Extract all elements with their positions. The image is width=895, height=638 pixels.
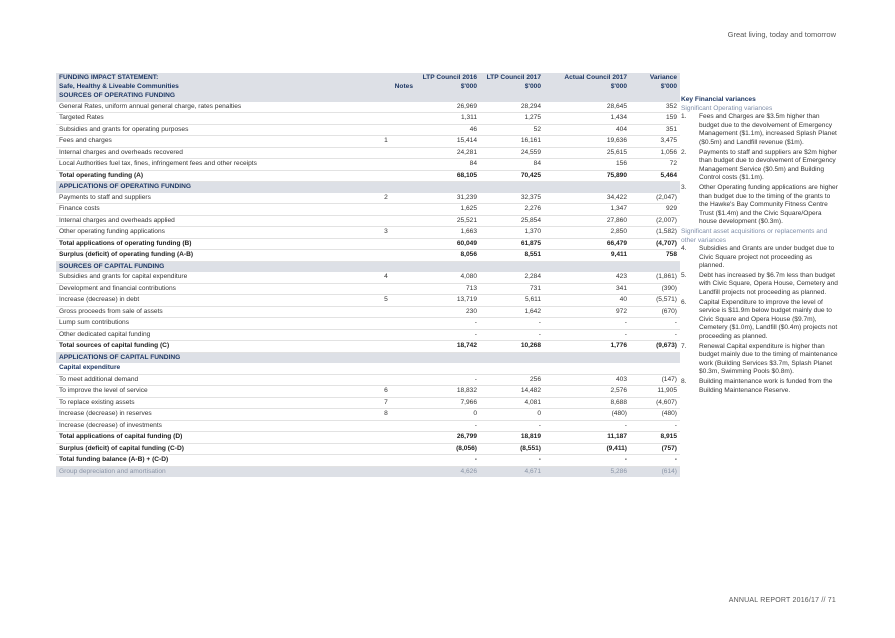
row-notes: 4 [356,272,416,283]
row-notes: 1 [356,136,416,148]
row-label: To meet additional demand [56,374,356,386]
cell-ltp2016: 0 [416,409,480,421]
variance-note-number: 1. [681,113,687,121]
cell-ltp2017: 8,551 [480,250,544,262]
cell-ltp2017: 1,275 [480,113,544,125]
table-row [56,113,680,125]
row-notes [356,352,416,363]
row-notes: 6 [356,386,416,398]
row-notes [356,147,416,159]
cell-variance: (1,582) [630,227,680,239]
cell-ltp2017: 52 [480,124,544,136]
cell-actual2017: 2,576 [544,386,630,398]
cell-variance: (9,673) [630,341,680,353]
table-row [56,295,680,307]
row-label: Subsidies and grants for operating purposes [56,124,356,136]
row-label: Targeted Rates [56,113,356,125]
section-header-row [56,91,680,102]
cell-ltp2017: 256 [480,374,544,386]
operating-variances-heading: Significant Operating variances [681,104,773,112]
total-row [56,455,680,467]
row-notes [356,466,416,477]
variance-note-number: 4. [681,245,687,253]
row-label: Total funding balance (A-B) + (C-D) [56,455,356,467]
row-label: Development and financial contributions [56,283,356,295]
cell-variance: 72 [630,159,680,171]
cell-actual2017: 1,434 [544,113,630,125]
cell-variance [630,352,680,363]
table-row [56,466,680,477]
total-row [56,250,680,262]
cell-actual2017: 40 [544,295,630,307]
cell-actual2017: 11,187 [544,432,630,444]
cell-ltp2016: 1,663 [416,227,480,239]
cell-actual2017: (9,411) [544,443,630,455]
cell-ltp2016: 8,056 [416,250,480,262]
row-notes [356,306,416,318]
table-row [56,215,680,227]
cell-ltp2017: 4,671 [480,466,544,477]
cell-ltp2016 [416,91,480,102]
cell-ltp2017: - [480,455,544,467]
cell-actual2017: 1,776 [544,341,630,353]
variance-note-number: 5. [681,271,687,279]
statement-subtitle: Safe, Healthy & Liveable Communities [56,82,356,91]
table-row [56,124,680,136]
table-row [56,136,680,148]
cell-ltp2017: 10,268 [480,341,544,353]
variance-note-number: 7. [681,342,687,350]
row-notes: 7 [356,397,416,409]
statement-title: FUNDING IMPACT STATEMENT: [56,73,356,82]
row-label: SOURCES OF CAPITAL FUNDING [56,261,356,272]
variance-note [681,184,838,227]
row-label: General Rates, uniform annual general charge, rates penalties [56,102,356,113]
cell-ltp2016: 24,281 [416,147,480,159]
cell-ltp2016: 4,626 [416,466,480,477]
row-label: Group depreciation and amortisation [56,466,356,477]
cell-actual2017: 2,850 [544,227,630,239]
subsection-header-row [56,363,680,374]
cell-ltp2016: 1,311 [416,113,480,125]
table-row [56,420,680,432]
cell-variance: 11,905 [630,386,680,398]
funding-impact-statement-table [56,73,680,477]
cell-ltp2017: 1,370 [480,227,544,239]
table-row [56,318,680,330]
cell-actual2017: - [544,420,630,432]
table-row [56,306,680,318]
cell-variance: (390) [630,283,680,295]
cell-ltp2017: - [480,329,544,341]
row-label: To improve the level of service [56,386,356,398]
total-row [56,170,680,182]
table-row [56,204,680,216]
variance-note [681,113,838,147]
key-variances-title: Key Financial variances [681,96,756,103]
row-label: Capital expenditure [56,363,356,374]
cell-variance: (5,571) [630,295,680,307]
cell-ltp2016: 26,969 [416,102,480,113]
row-notes [356,250,416,262]
cell-actual2017: 972 [544,306,630,318]
cell-variance [630,182,680,193]
cell-ltp2016: 26,799 [416,432,480,444]
row-notes [356,420,416,432]
cell-variance: - [630,318,680,330]
cell-variance: (614) [630,466,680,477]
cell-ltp2016 [416,363,480,374]
cell-variance: 1,056 [630,147,680,159]
variance-note [681,378,838,395]
variance-note-text: Fees and Charges are $3.5m higher than budget due to the devolvement of Emergency Management ($1.1m), increased Splash Planet ($0.5m) and Landfill revenue ($1m). [699,113,837,146]
cell-variance: (4,707) [630,238,680,250]
cell-ltp2017: 18,819 [480,432,544,444]
cell-ltp2017: 70,425 [480,170,544,182]
variance-note-number: 3. [681,183,687,191]
variance-note [681,149,838,183]
cell-ltp2016: 230 [416,306,480,318]
table-row [56,374,680,386]
row-label: APPLICATIONS OF CAPITAL FUNDING [56,352,356,363]
cell-ltp2016: 68,105 [416,170,480,182]
cell-ltp2016: 18,832 [416,386,480,398]
cell-ltp2017: 0 [480,409,544,421]
table-header-row-1 [56,73,680,82]
cell-variance [630,91,680,102]
cell-ltp2017: 24,559 [480,147,544,159]
row-notes: 5 [356,295,416,307]
cell-ltp2016: 84 [416,159,480,171]
cell-ltp2017: 2,284 [480,272,544,283]
row-label: Other dedicated capital funding [56,329,356,341]
row-notes [356,204,416,216]
cell-variance [630,261,680,272]
cell-ltp2017: 61,875 [480,238,544,250]
row-label: Finance costs [56,204,356,216]
variance-note-text: Subsidies and Grants are under budget due to Civic Square project not proceeding as planned. [699,245,835,270]
cell-actual2017: 27,860 [544,215,630,227]
table-header-row-2 [56,82,680,91]
cell-variance: (1,861) [630,272,680,283]
cell-ltp2016: - [416,329,480,341]
row-notes [356,318,416,330]
cell-actual2017: 156 [544,159,630,171]
cell-actual2017: 8,688 [544,397,630,409]
table-row [56,159,680,171]
section-header-row [56,352,680,363]
row-notes [356,329,416,341]
table-row [56,272,680,283]
col-ltp2017-header: LTP Council 2017 [480,73,544,82]
row-notes: 3 [356,227,416,239]
row-notes [356,261,416,272]
table-row [56,147,680,159]
variance-note-text: Debt has increased by $6.7m less than budget with Civic Square, Opera House, Cemetery and Landfill projects not proceeding as planned. [699,271,838,297]
table-row [56,193,680,204]
total-row [56,432,680,444]
row-label: Subsidies and grants for capital expenditure [56,272,356,283]
cell-ltp2017: 731 [480,283,544,295]
col-unit: $'000 [416,82,480,91]
cell-actual2017 [544,182,630,193]
cell-ltp2017: - [480,420,544,432]
cell-actual2017: 423 [544,272,630,283]
cell-ltp2016: (8,056) [416,443,480,455]
row-notes [356,238,416,250]
cell-variance: 5,464 [630,170,680,182]
cell-actual2017 [544,352,630,363]
cell-variance: - [630,329,680,341]
row-notes [356,374,416,386]
capital-variances-list [681,245,838,395]
row-label: Total applications of operating funding (B) [56,238,356,250]
cell-ltp2016 [416,261,480,272]
cell-ltp2016: 15,414 [416,136,480,148]
total-row [56,238,680,250]
cell-actual2017: 404 [544,124,630,136]
operating-variances-list [681,113,838,227]
cell-actual2017: 5,286 [544,466,630,477]
cell-variance: (480) [630,409,680,421]
row-notes [356,215,416,227]
cell-actual2017: 403 [544,374,630,386]
cell-variance: 8,915 [630,432,680,444]
table-row [56,227,680,239]
cell-ltp2017: 2,276 [480,204,544,216]
row-label: APPLICATIONS OF OPERATING FUNDING [56,182,356,193]
cell-ltp2016: - [416,420,480,432]
row-notes [356,159,416,171]
row-label: Total sources of capital funding (C) [56,341,356,353]
cell-ltp2017 [480,261,544,272]
row-label: Surplus (deficit) of operating funding (A-B) [56,250,356,262]
cell-ltp2016: - [416,455,480,467]
cell-ltp2016 [416,352,480,363]
cell-ltp2016: 713 [416,283,480,295]
variance-note [681,343,838,377]
col-unit: $'000 [544,82,630,91]
cell-variance: - [630,455,680,467]
row-notes [356,443,416,455]
variance-note-text: Other Operating funding applications are higher than budget due to the timing of the grants to the Hawke's Bay Community Fitness Centre Trust ($1.4m) and the Civic Square/Opera house development ($0.3m). [699,183,838,226]
row-notes [356,432,416,444]
cell-variance: (2,047) [630,193,680,204]
section-header-row [56,261,680,272]
cell-ltp2017: - [480,318,544,330]
row-notes: 8 [356,409,416,421]
cell-ltp2016: 4,080 [416,272,480,283]
cell-ltp2016: 13,719 [416,295,480,307]
row-label: Internal charges and overheads applied [56,215,356,227]
cell-variance: 3,475 [630,136,680,148]
row-notes [356,363,416,374]
total-row [56,341,680,353]
row-label: To replace existing assets [56,397,356,409]
cell-ltp2017 [480,91,544,102]
page-footer: ANNUAL REPORT 2016/17 // 71 [728,597,836,604]
cell-actual2017: (480) [544,409,630,421]
cell-variance [630,363,680,374]
row-notes [356,91,416,102]
capital-variances-heading: Significant asset acquisitions or replacements and other variances [681,227,828,244]
variance-note-text: Building maintenance work is funded from the Building Maintenance Reserve. [699,378,833,394]
section-header-row [56,182,680,193]
cell-ltp2017 [480,182,544,193]
cell-ltp2016: 46 [416,124,480,136]
cell-variance: 758 [630,250,680,262]
cell-actual2017: 75,890 [544,170,630,182]
cell-variance: - [630,420,680,432]
row-label: Gross proceeds from sale of assets [56,306,356,318]
cell-ltp2016: 18,742 [416,341,480,353]
col-ltp2016-header: LTP Council 2016 [416,73,480,82]
cell-ltp2017: 5,611 [480,295,544,307]
cell-ltp2016: 25,521 [416,215,480,227]
row-notes [356,113,416,125]
variance-note-text: Capital Expenditure to improve the level of service is $11.9m below budget mainly due to Civic Square and Opera House ($9.7m), Cemetery ($1.0m), Landfill ($0.4m) projects not proceeding as planned. [699,298,838,341]
variance-note [681,245,838,271]
variance-note-number: 6. [681,298,687,306]
cell-variance: 351 [630,124,680,136]
table-row [56,409,680,421]
variance-note [681,299,838,342]
row-notes [356,124,416,136]
cell-actual2017 [544,261,630,272]
col-unit: $'000 [630,82,680,91]
cell-actual2017: - [544,329,630,341]
total-row [56,443,680,455]
row-label: Internal charges and overheads recovered [56,147,356,159]
cell-variance: (147) [630,374,680,386]
cell-ltp2017: 1,642 [480,306,544,318]
cell-ltp2017: 14,482 [480,386,544,398]
row-label: Surplus (deficit) of capital funding (C-D) [56,443,356,455]
table-row [56,283,680,295]
row-label: Increase (decrease) in reserves [56,409,356,421]
row-label: SOURCES OF OPERATING FUNDING [56,91,356,102]
cell-ltp2017: 84 [480,159,544,171]
cell-actual2017: 1,347 [544,204,630,216]
cell-ltp2017 [480,363,544,374]
key-variances-panel [681,96,838,396]
variance-note-number: 8. [681,378,687,385]
cell-variance: (757) [630,443,680,455]
cell-actual2017: 66,479 [544,238,630,250]
cell-ltp2017: 25,854 [480,215,544,227]
cell-ltp2017: 28,294 [480,102,544,113]
table-row [56,397,680,409]
cell-ltp2017 [480,352,544,363]
row-notes [356,283,416,295]
row-label: Increase (decrease) of investments [56,420,356,432]
cell-variance: (4,607) [630,397,680,409]
cell-actual2017: 9,411 [544,250,630,262]
row-label: Other operating funding applications [56,227,356,239]
variance-note-text: Renewal Capital expenditure is higher than budget mainly due to the timing of maintenance work (Building Services $3.7m, Splash Planet $0.3m, Swimming Pools $0.8m). [699,342,838,376]
col-unit: $'000 [480,82,544,91]
cell-ltp2017: 4,081 [480,397,544,409]
row-label: Fees and charges [56,136,356,148]
cell-variance: 929 [630,204,680,216]
row-label: Increase (decrease) in debt [56,295,356,307]
cell-actual2017: 34,422 [544,193,630,204]
cell-actual2017 [544,91,630,102]
table-row [56,102,680,113]
col-notes-header: Notes [356,82,416,91]
cell-variance: 352 [630,102,680,113]
row-label: Total applications of capital funding (D) [56,432,356,444]
cell-variance: (670) [630,306,680,318]
page-tagline: Great living, today and tomorrow [727,30,836,39]
variance-note-number: 2. [681,148,687,156]
row-notes [356,170,416,182]
cell-ltp2016 [416,182,480,193]
row-notes [356,455,416,467]
cell-ltp2016: 1,625 [416,204,480,216]
cell-ltp2016: - [416,374,480,386]
cell-ltp2016: 7,966 [416,397,480,409]
cell-variance: (2,007) [630,215,680,227]
row-label: Lump sum contributions [56,318,356,330]
table-row [56,329,680,341]
row-notes [356,102,416,113]
cell-actual2017 [544,363,630,374]
row-notes: 2 [356,193,416,204]
cell-actual2017: 25,615 [544,147,630,159]
row-notes [356,182,416,193]
table-row [56,386,680,398]
cell-variance: 159 [630,113,680,125]
cell-actual2017: - [544,455,630,467]
row-label: Payments to staff and suppliers [56,193,356,204]
variance-note [681,272,838,298]
cell-ltp2017: 32,375 [480,193,544,204]
cell-ltp2017: (8,551) [480,443,544,455]
cell-actual2017: 28,645 [544,102,630,113]
cell-ltp2016: 60,049 [416,238,480,250]
variance-note-text: Payments to staff and suppliers are $2m higher than budget due to devolvement of Emergency Management Service ($0.5m) and Building Control costs ($1.1m). [699,148,838,182]
cell-ltp2017: 16,161 [480,136,544,148]
cell-actual2017: 341 [544,283,630,295]
cell-actual2017: 19,636 [544,136,630,148]
cell-actual2017: - [544,318,630,330]
row-label: Local Authorities fuel tax, fines, infringement fees and other receipts [56,159,356,171]
col-actual2017-header: Actual Council 2017 [544,73,630,82]
cell-ltp2016: 31,239 [416,193,480,204]
row-notes [356,341,416,353]
col-variance-header: Variance [630,73,680,82]
row-label: Total operating funding (A) [56,170,356,182]
cell-ltp2016: - [416,318,480,330]
